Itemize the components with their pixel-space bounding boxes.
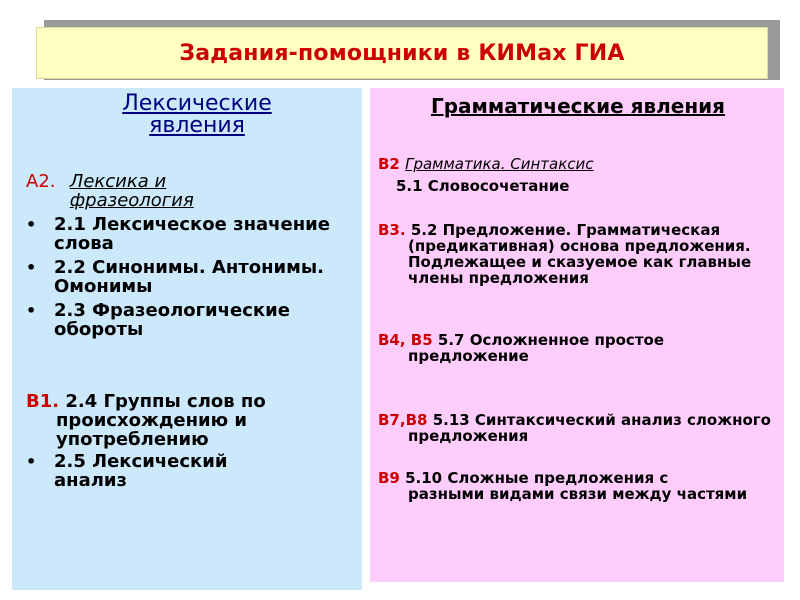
- bullet: •: [26, 258, 37, 277]
- lexical-heading: Лексические явления: [122, 91, 272, 138]
- slide-title: Задания-помощники в КИМах ГИА: [179, 40, 625, 66]
- bullet: •: [26, 215, 37, 234]
- b2-header: [378, 156, 594, 172]
- b78-text: 5.13 Синтаксический анализ сложного предложения: [408, 411, 771, 445]
- a2-header: [26, 172, 346, 210]
- b3-text: 5.2 Предложение. Грамматическая (предикативная) основа предложения. Подлежащее и сказуемое как главные члены предложения: [408, 221, 752, 287]
- list-item: [26, 258, 346, 296]
- b78-code: В7,В8: [378, 411, 428, 429]
- list-item-text: 2.1 Лексическое значение слова: [54, 214, 330, 254]
- b45-block: [378, 332, 738, 364]
- b9-block: [378, 470, 748, 502]
- b1-text: 2.4 Группы слов по происхождению и употреблению: [56, 391, 266, 450]
- title-banner: [36, 27, 768, 79]
- b3-block: [378, 222, 778, 286]
- bullet: •: [26, 301, 37, 320]
- a2-title: Лексика и фразеология: [69, 171, 194, 211]
- list-item: [26, 215, 356, 253]
- grammar-heading: Грамматические явления: [430, 94, 725, 118]
- b45-text: 5.7 Осложненное простое предложение: [408, 331, 664, 365]
- list-item-text: 2.3 Фразеологические обороты: [54, 300, 290, 340]
- list-item-text: 2.2 Синонимы. Антонимы. Омонимы: [54, 257, 324, 297]
- bullet: •: [26, 452, 37, 471]
- b3-code: В3.: [378, 221, 406, 239]
- a2-code: А2.: [26, 171, 56, 192]
- b78-block: [378, 412, 778, 444]
- b1-block: [26, 392, 336, 449]
- grammar-panel: [370, 88, 784, 582]
- b45-code: В4, В5: [378, 331, 433, 349]
- list-item-text: 2.5 Лексический анализ: [54, 451, 228, 491]
- b2-code: В2: [378, 155, 400, 173]
- b9-text: 5.10 Сложные предложения с разными видами связи между частями: [405, 469, 748, 503]
- b2-sub: 5.1 Словосочетание: [396, 177, 570, 195]
- b9-code: В9: [378, 469, 400, 487]
- b2-title: Грамматика. Синтаксис: [405, 155, 594, 173]
- b1-code: В1.: [26, 391, 60, 412]
- lexical-panel: [12, 88, 362, 590]
- list-item: [26, 452, 356, 490]
- list-item: [26, 301, 356, 339]
